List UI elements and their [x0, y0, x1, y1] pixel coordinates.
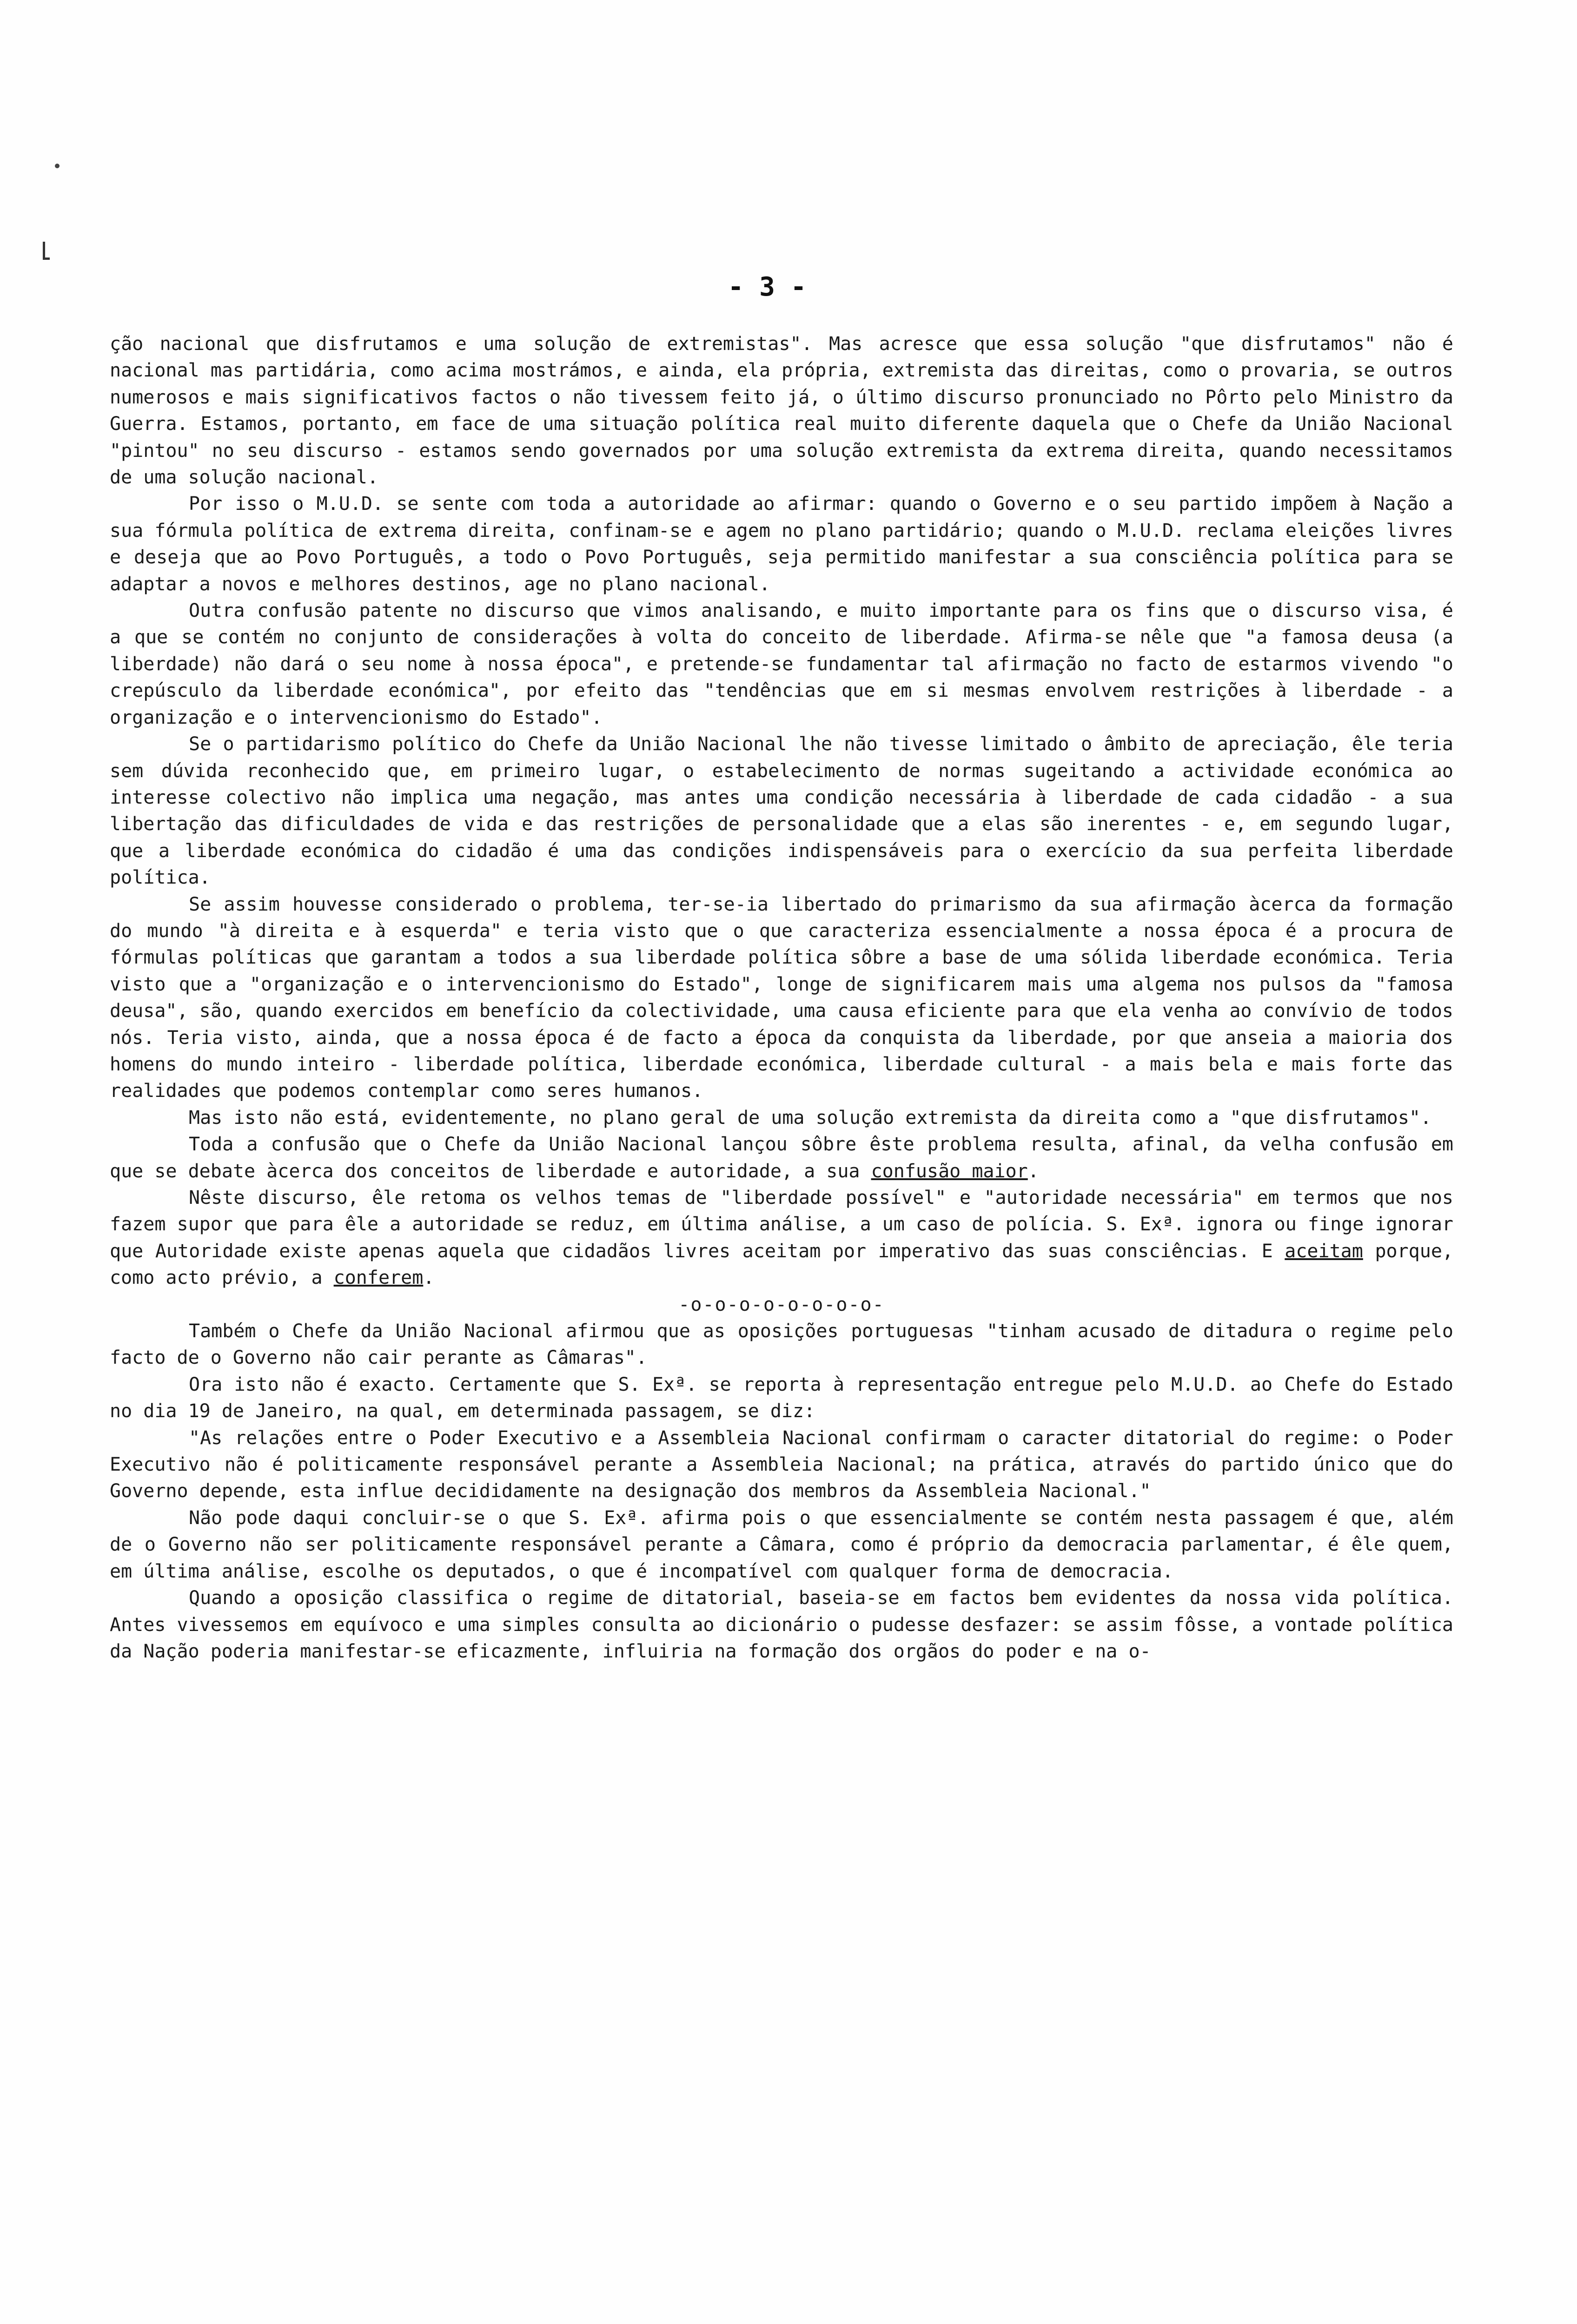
underlined-word-aceitam: aceitam: [1285, 1240, 1363, 1262]
paragraph-7: [110, 1131, 1453, 1185]
underlined-word-conferem: conferem: [333, 1267, 424, 1289]
paragraph-7-text: Toda a confusão que o Chefe da União Nacional lançou sôbre êste problema resulta, afinal, da velha confusão em que se debate àcerca dos conceitos de liberdade e autoridade, a sua: [110, 1134, 1453, 1182]
paragraph-8-end: .: [423, 1267, 435, 1289]
paragraph-8-middle: porque, como acto prévio, a: [110, 1240, 1454, 1289]
paragraph-7-end: .: [1027, 1160, 1039, 1182]
paragraph-8: [110, 1185, 1453, 1292]
paragraph-9: Também o Chefe da União Nacional afirmou que as oposições portuguesas "tinham acusado de ditadura o regime pelo facto de o Governo não cair perante as Câmaras".: [110, 1320, 1453, 1369]
document-body: [110, 331, 1453, 1665]
paragraph-12: Quando a oposição classifica o regime de ditatorial, baseia-se em factos bem evidentes da nossa vida política. Antes vivessemos em equívoco e uma simples consulta ao dicionário o pudesse desfazer: se assim fôsse, a vontade política da Nação poderia manifestar-se eficazmente, influiria na formação dos orgãos do poder e na o-: [110, 1587, 1453, 1662]
margin-mark: [43, 242, 50, 260]
paragraph-10: Ora isto não é exacto. Certamente que S. Exª. se reporta à representação entregue pelo M.U.D. ao Chefe do Estado no dia 19 de Janeiro, na qual, em determinada passagem, se diz:: [110, 1373, 1453, 1422]
paragraph-11: Não pode daqui concluir-se o que S. Exª. afirma pois o que essencialmente se contém nesta passagem é que, além de o Governo não ser politicamente responsável perante a Câmara, como é próprio da democracia parlamentar, é êle quem, em última análise, escolhe os deputados, o que é incompatível com qualquer forma de democracia.: [110, 1507, 1453, 1582]
paragraph-5: Se assim houvesse considerado o problema, ter-se-ia libertado do primarismo da sua afirmação àcerca da formação do mundo "à direita e à esquerda" e teria visto que o que caracteriza essencialmente a nossa época é a procura de fórmulas políticas que garantam a todos a sua liberdade política sôbre a base de uma sólida liberdade económica. Teria visto que a "organização e o intervencionismo do Estado", longe de significarem mais uma algema nos pulsos da "famosa deusa", são, quando exercidos em benefício da colectividade, uma causa eficiente para que ela venha ao convívio de todos nós. Teria visto, ainda, que a nossa época é de facto a época da conquista da liberdade, por que anseia a maioria dos homens do mundo inteiro - liberdade política, liberdade económica, liberdade cultural - a mais bela e mais forte das realidades que podemos contemplar como seres humanos.: [110, 893, 1453, 1102]
paragraph-2: Por isso o M.U.D. se sente com toda a autoridade ao afirmar: quando o Governo e o seu partido impõem à Nação a sua fórmula política de extrema direita, confinam-se e agem no plano partidário; quando o M.U.D. reclama eleições livres e deseja que ao Povo Português, a todo o Povo Português, seja permitido manifestar a sua consciência política para se adaptar a novos e melhores destinos, age no plano nacional.: [110, 493, 1453, 595]
paragraph-4: Se o partidarismo político do Chefe da União Nacional lhe não tivesse limitado o âmbito de apreciação, êle teria sem dúvida reconhecido que, em primeiro lugar, o estabelecimento de normas sugeitando a actividade económica ao interesse colectivo não implica uma negação, mas antes uma condição necessária à liberdade de cada cidadão - a sua libertação das dificuldades de vida e das restrições de personalidade que a elas são inerentes - e, em segundo lugar, que a liberdade económica do cidadão é uma das condições indispensáveis para o exercício da sua perfeita liberdade política.: [110, 733, 1453, 889]
page-number: - 3 -: [728, 272, 807, 302]
paragraph-8-text: Nêste discurso, êle retoma os velhos temas de "liberdade possível" e "autoridade necessária" em termos que nos fazem supor que para êle a autoridade se reduz, em última análise, a um caso de polícia. S. Exª. ignora ou finge ignorar que Autoridade existe apenas aquela que cidadãos livres aceitam por imperativo das suas consciências. E: [110, 1187, 1453, 1262]
stray-mark: [55, 164, 60, 168]
section-separator: -o-o-o-o-o-o-o-o-: [678, 1294, 885, 1315]
paragraph-3: Outra confusão patente no discurso que vimos analisando, e muito importante para os fins que o discurso visa, é a que se contém no conjunto de considerações à volta do conceito de liberdade. Afirma-se nêle que "a famosa deusa (a liberdade) não dará o seu nome à nossa época", e pretende-se fundamentar tal afirmação no facto de estarmos vivendo "o crepúsculo da liberdade económica", por efeito das "tendências que em si mesmas envolvem restrições à liberdade - a organização e o intervencionismo do Estado".: [110, 600, 1453, 728]
underlined-phrase: confusão maior: [871, 1160, 1028, 1182]
paragraph-6: Mas isto não está, evidentemente, no plano geral de uma solução extremista da direita como a "que disfrutamos".: [189, 1107, 1432, 1129]
block-quote: "As relações entre o Poder Executivo e a Assembleia Nacional confirmam o caracter ditatorial do regime: o Poder Executivo não é politicamente responsável perante a Assembleia Nacional; na prática, através do partido único que do Governo depende, esta influe decididamente na designação dos membros da Assembleia Nacional.": [110, 1427, 1453, 1502]
paragraph-1: ção nacional que disfrutamos e uma solução de extremistas". Mas acresce que essa solução "que disfrutamos" não é nacional mas partidária, como acima mostrámos, e ainda, ela própria, extremista das direitas, como o provaria, se outros numerosos e mais significativos factos o não tivessem feito já, o último discurso pronunciado no Pôrto pelo Ministro da Guerra. Estamos, portanto, em face de uma situação política real muito diferente daquela que o Chefe da União Nacional "pintou" no seu discurso - estamos sendo governados por uma solução extremista da extrema direita, quando necessitamos de uma solução nacional.: [110, 333, 1453, 489]
